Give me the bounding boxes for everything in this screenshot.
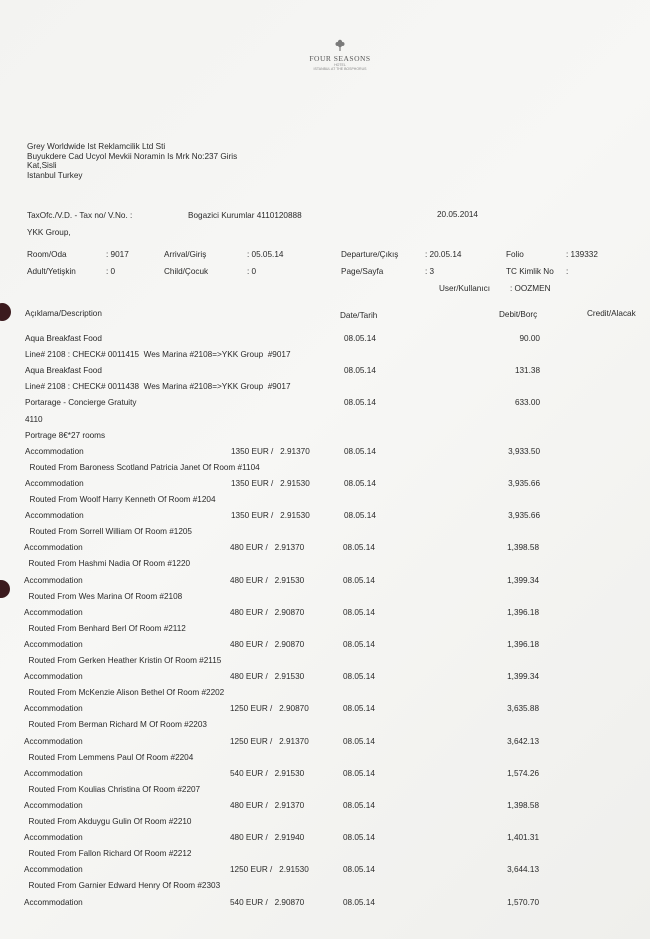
line-description: Routed From Benhard Berl Of Room #2112 bbox=[24, 624, 186, 633]
line-item-row bbox=[0, 655, 650, 669]
line-item-row bbox=[0, 880, 650, 894]
line-description: Accommodation bbox=[24, 672, 83, 681]
line-date: 08.05.14 bbox=[343, 898, 375, 907]
line-description: Accommodation bbox=[24, 801, 83, 810]
line-item-row bbox=[0, 736, 650, 750]
line-item-row bbox=[0, 784, 650, 798]
line-description: Accommodation bbox=[24, 865, 83, 874]
line-debit: 3,935.66 bbox=[508, 511, 540, 520]
line-description: Routed From Fallon Richard Of Room #2212 bbox=[24, 849, 192, 858]
line-description: Accommodation bbox=[24, 543, 83, 552]
line-rate: 1250 EUR / 2.90870 bbox=[230, 704, 309, 713]
line-rate: 480 EUR / 2.91370 bbox=[230, 543, 305, 552]
line-item-row bbox=[0, 864, 650, 878]
adult-value: : 0 bbox=[106, 267, 116, 276]
line-description: Routed From McKenzie Alison Bethel Of Room #2202 bbox=[24, 688, 225, 697]
line-rate: 480 EUR / 2.91370 bbox=[230, 801, 305, 810]
logo-sub-hotel: HOTEL bbox=[334, 63, 346, 67]
line-description: Portarage - Concierge Gratuity bbox=[25, 398, 137, 407]
line-item-row bbox=[0, 430, 650, 444]
line-item-row bbox=[0, 494, 650, 508]
line-description: Routed From Gerken Heather Kristin Of Room #2115 bbox=[24, 656, 222, 665]
child-label: Child/Çocuk bbox=[164, 267, 209, 276]
line-item-row bbox=[0, 848, 650, 862]
line-description: Routed From Hashmi Nadia Of Room #1220 bbox=[24, 559, 191, 568]
line-description: Accommodation bbox=[24, 640, 83, 649]
line-description: Portrage 8€*27 rooms bbox=[25, 431, 106, 440]
line-description: Accommodation bbox=[24, 608, 83, 617]
line-description: Routed From Garnier Edward Henry Of Room #2303 bbox=[24, 881, 221, 890]
line-rate: 480 EUR / 2.91940 bbox=[230, 833, 305, 842]
folio-label: Folio bbox=[506, 250, 524, 259]
line-item-row bbox=[0, 510, 650, 524]
room-label: Room/Oda bbox=[27, 250, 67, 259]
tax-label: TaxOfc./V.D. - Tax no/ V.No. : bbox=[27, 211, 133, 220]
line-item-row bbox=[0, 671, 650, 685]
logo-brand: FOUR SEASONS bbox=[309, 54, 371, 63]
line-description: Accommodation bbox=[25, 447, 84, 456]
line-item-row bbox=[0, 719, 650, 733]
line-debit: 1,396.18 bbox=[507, 640, 539, 649]
line-date: 08.05.14 bbox=[343, 833, 375, 842]
line-description: Accommodation bbox=[25, 511, 84, 520]
line-description: Routed From Wes Marina Of Room #2108 bbox=[24, 592, 183, 601]
line-description: Accommodation bbox=[24, 704, 83, 713]
line-debit: 1,399.34 bbox=[507, 576, 539, 585]
line-rate: 1250 EUR / 2.91370 bbox=[230, 737, 309, 746]
line-item-row bbox=[0, 639, 650, 653]
line-item-row bbox=[0, 397, 650, 411]
line-debit: 1,570.70 bbox=[507, 898, 539, 907]
hotel-logo bbox=[300, 38, 380, 71]
page-value: : 3 bbox=[425, 267, 435, 276]
line-debit: 1,399.34 bbox=[507, 672, 539, 681]
line-date: 08.05.14 bbox=[344, 334, 376, 343]
line-rate: 540 EUR / 2.90870 bbox=[230, 898, 305, 907]
address-line: Grey Worldwide Ist Reklamcilik Ltd Sti bbox=[27, 142, 166, 151]
line-date: 08.05.14 bbox=[344, 366, 376, 375]
column-debit: Debit/Borç bbox=[499, 310, 538, 319]
line-rate: 1350 EUR / 2.91370 bbox=[231, 447, 310, 456]
line-date: 08.05.14 bbox=[343, 672, 375, 681]
line-date: 08.05.14 bbox=[343, 737, 375, 746]
line-date: 08.05.14 bbox=[343, 640, 375, 649]
room-value: : 9017 bbox=[106, 250, 129, 259]
line-debit: 3,642.13 bbox=[507, 737, 539, 746]
line-date: 08.05.14 bbox=[344, 398, 376, 407]
line-description: Accommodation bbox=[24, 576, 83, 585]
tc-value: : bbox=[566, 267, 569, 276]
group-name: YKK Group, bbox=[27, 228, 71, 237]
address-line: Buyukdere Cad Ucyol Mevkii Noramin Is Mrk No:237 Giris bbox=[27, 151, 238, 161]
punch-hole bbox=[0, 303, 11, 321]
column-description: Açıklama/Description bbox=[25, 309, 102, 318]
line-item-row bbox=[0, 575, 650, 589]
line-rate: 540 EUR / 2.91530 bbox=[230, 769, 305, 778]
child-value: : 0 bbox=[247, 267, 257, 276]
address-line: Kat,Sisli bbox=[27, 161, 57, 171]
line-item-row bbox=[0, 542, 650, 556]
line-description: Routed From Berman Richard M Of Room #2203 bbox=[24, 720, 207, 729]
line-rate: 480 EUR / 2.91530 bbox=[230, 672, 305, 681]
line-item-row bbox=[0, 687, 650, 701]
arrival-value: : 05.05.14 bbox=[247, 250, 284, 259]
line-item-row bbox=[0, 333, 650, 347]
line-item-row bbox=[0, 623, 650, 637]
adult-label: Adult/Yetişkin bbox=[27, 267, 76, 276]
line-debit: 1,396.18 bbox=[507, 608, 539, 617]
line-debit: 131.38 bbox=[514, 366, 540, 375]
line-debit: 1,401.31 bbox=[507, 833, 539, 842]
column-date: Date/Tarih bbox=[340, 311, 378, 320]
invoice-date: 20.05.2014 bbox=[437, 210, 478, 219]
folio-value: : 139332 bbox=[566, 250, 598, 259]
line-description: Accommodation bbox=[24, 898, 83, 907]
line-debit: 633.00 bbox=[514, 398, 540, 407]
line-item-row bbox=[0, 591, 650, 605]
line-description: Routed From Akduygu Gulin Of Room #2210 bbox=[24, 817, 192, 826]
line-description: Routed From Baroness Scotland Patricia Janet Of Room #1104 bbox=[25, 463, 260, 472]
line-item-row bbox=[0, 414, 650, 428]
line-debit: 90.00 bbox=[519, 334, 540, 343]
line-date: 08.05.14 bbox=[343, 608, 375, 617]
line-date: 08.05.14 bbox=[343, 801, 375, 810]
line-item-row bbox=[0, 703, 650, 717]
line-item-row bbox=[0, 897, 650, 911]
line-debit: 3,935.66 bbox=[508, 479, 540, 488]
tc-label: TC Kimlik No bbox=[506, 267, 554, 276]
line-item-row bbox=[0, 607, 650, 621]
line-debit: 1,398.58 bbox=[507, 801, 539, 810]
column-credit: Credit/Alacak bbox=[587, 309, 636, 318]
line-description: Accommodation bbox=[24, 769, 83, 778]
line-item-row bbox=[0, 349, 650, 363]
line-item-row bbox=[0, 478, 650, 492]
line-debit: 3,635.88 bbox=[507, 704, 539, 713]
line-item-row bbox=[0, 462, 650, 476]
line-item-row bbox=[0, 446, 650, 460]
line-item-row bbox=[0, 800, 650, 814]
arrival-label: Arrival/Giriş bbox=[164, 250, 207, 259]
line-rate: 1350 EUR / 2.91530 bbox=[231, 479, 310, 488]
line-description: Aqua Breakfast Food bbox=[25, 366, 102, 375]
line-description: 4110 bbox=[25, 415, 43, 424]
tree-logo-icon bbox=[333, 38, 347, 52]
line-description: Line# 2108 : CHECK# 0011415 Wes Marina #2108=>YKK Group #9017 bbox=[25, 350, 291, 359]
page-label: Page/Sayfa bbox=[341, 267, 384, 276]
line-item-row bbox=[0, 768, 650, 782]
line-item-row bbox=[0, 816, 650, 830]
line-description: Accommodation bbox=[25, 479, 84, 488]
line-rate: 480 EUR / 2.90870 bbox=[230, 640, 305, 649]
line-date: 08.05.14 bbox=[343, 865, 375, 874]
line-debit: 1,398.58 bbox=[507, 543, 539, 552]
logo-sub-location: ISTANBUL AT THE BOSPHORUS bbox=[313, 67, 367, 71]
line-date: 08.05.14 bbox=[343, 769, 375, 778]
billing-address bbox=[27, 142, 237, 180]
line-rate: 1250 EUR / 2.91530 bbox=[230, 865, 309, 874]
address-line: Istanbul Turkey bbox=[27, 170, 83, 180]
line-rate: 480 EUR / 2.90870 bbox=[230, 608, 305, 617]
line-rate: 480 EUR / 2.91530 bbox=[230, 576, 305, 585]
line-rate: 1350 EUR / 2.91530 bbox=[231, 511, 310, 520]
line-date: 08.05.14 bbox=[344, 511, 376, 520]
user-label: User/Kullanıcı bbox=[439, 284, 490, 293]
line-item-row bbox=[0, 381, 650, 395]
line-description: Routed From Koulias Christina Of Room #2207 bbox=[24, 785, 201, 794]
line-debit: 3,933.50 bbox=[508, 447, 540, 456]
line-description: Accommodation bbox=[24, 737, 83, 746]
line-description: Routed From Lemmens Paul Of Room #2204 bbox=[24, 753, 194, 762]
line-date: 08.05.14 bbox=[344, 479, 376, 488]
line-debit: 3,644.13 bbox=[507, 865, 539, 874]
line-debit: 1,574.26 bbox=[507, 769, 539, 778]
user-value: : OOZMEN bbox=[510, 284, 551, 293]
line-description: Accommodation bbox=[24, 833, 83, 842]
line-description: Routed From Woolf Harry Kenneth Of Room #1204 bbox=[25, 495, 216, 504]
line-date: 08.05.14 bbox=[344, 447, 376, 456]
line-description: Aqua Breakfast Food bbox=[25, 334, 102, 343]
departure-label: Departure/Çıkış bbox=[341, 250, 399, 259]
line-item-row bbox=[0, 526, 650, 540]
line-item-row bbox=[0, 752, 650, 766]
line-description: Routed From Sorrell William Of Room #1205 bbox=[25, 527, 192, 536]
line-item-row bbox=[0, 832, 650, 846]
departure-value: : 20.05.14 bbox=[425, 250, 462, 259]
line-item-row bbox=[0, 365, 650, 379]
line-date: 08.05.14 bbox=[343, 576, 375, 585]
tax-value: Bogazici Kurumlar 4110120888 bbox=[188, 211, 302, 220]
line-date: 08.05.14 bbox=[343, 704, 375, 713]
line-item-row bbox=[0, 558, 650, 572]
line-description: Line# 2108 : CHECK# 0011438 Wes Marina #2108=>YKK Group #9017 bbox=[25, 382, 291, 391]
line-date: 08.05.14 bbox=[343, 543, 375, 552]
